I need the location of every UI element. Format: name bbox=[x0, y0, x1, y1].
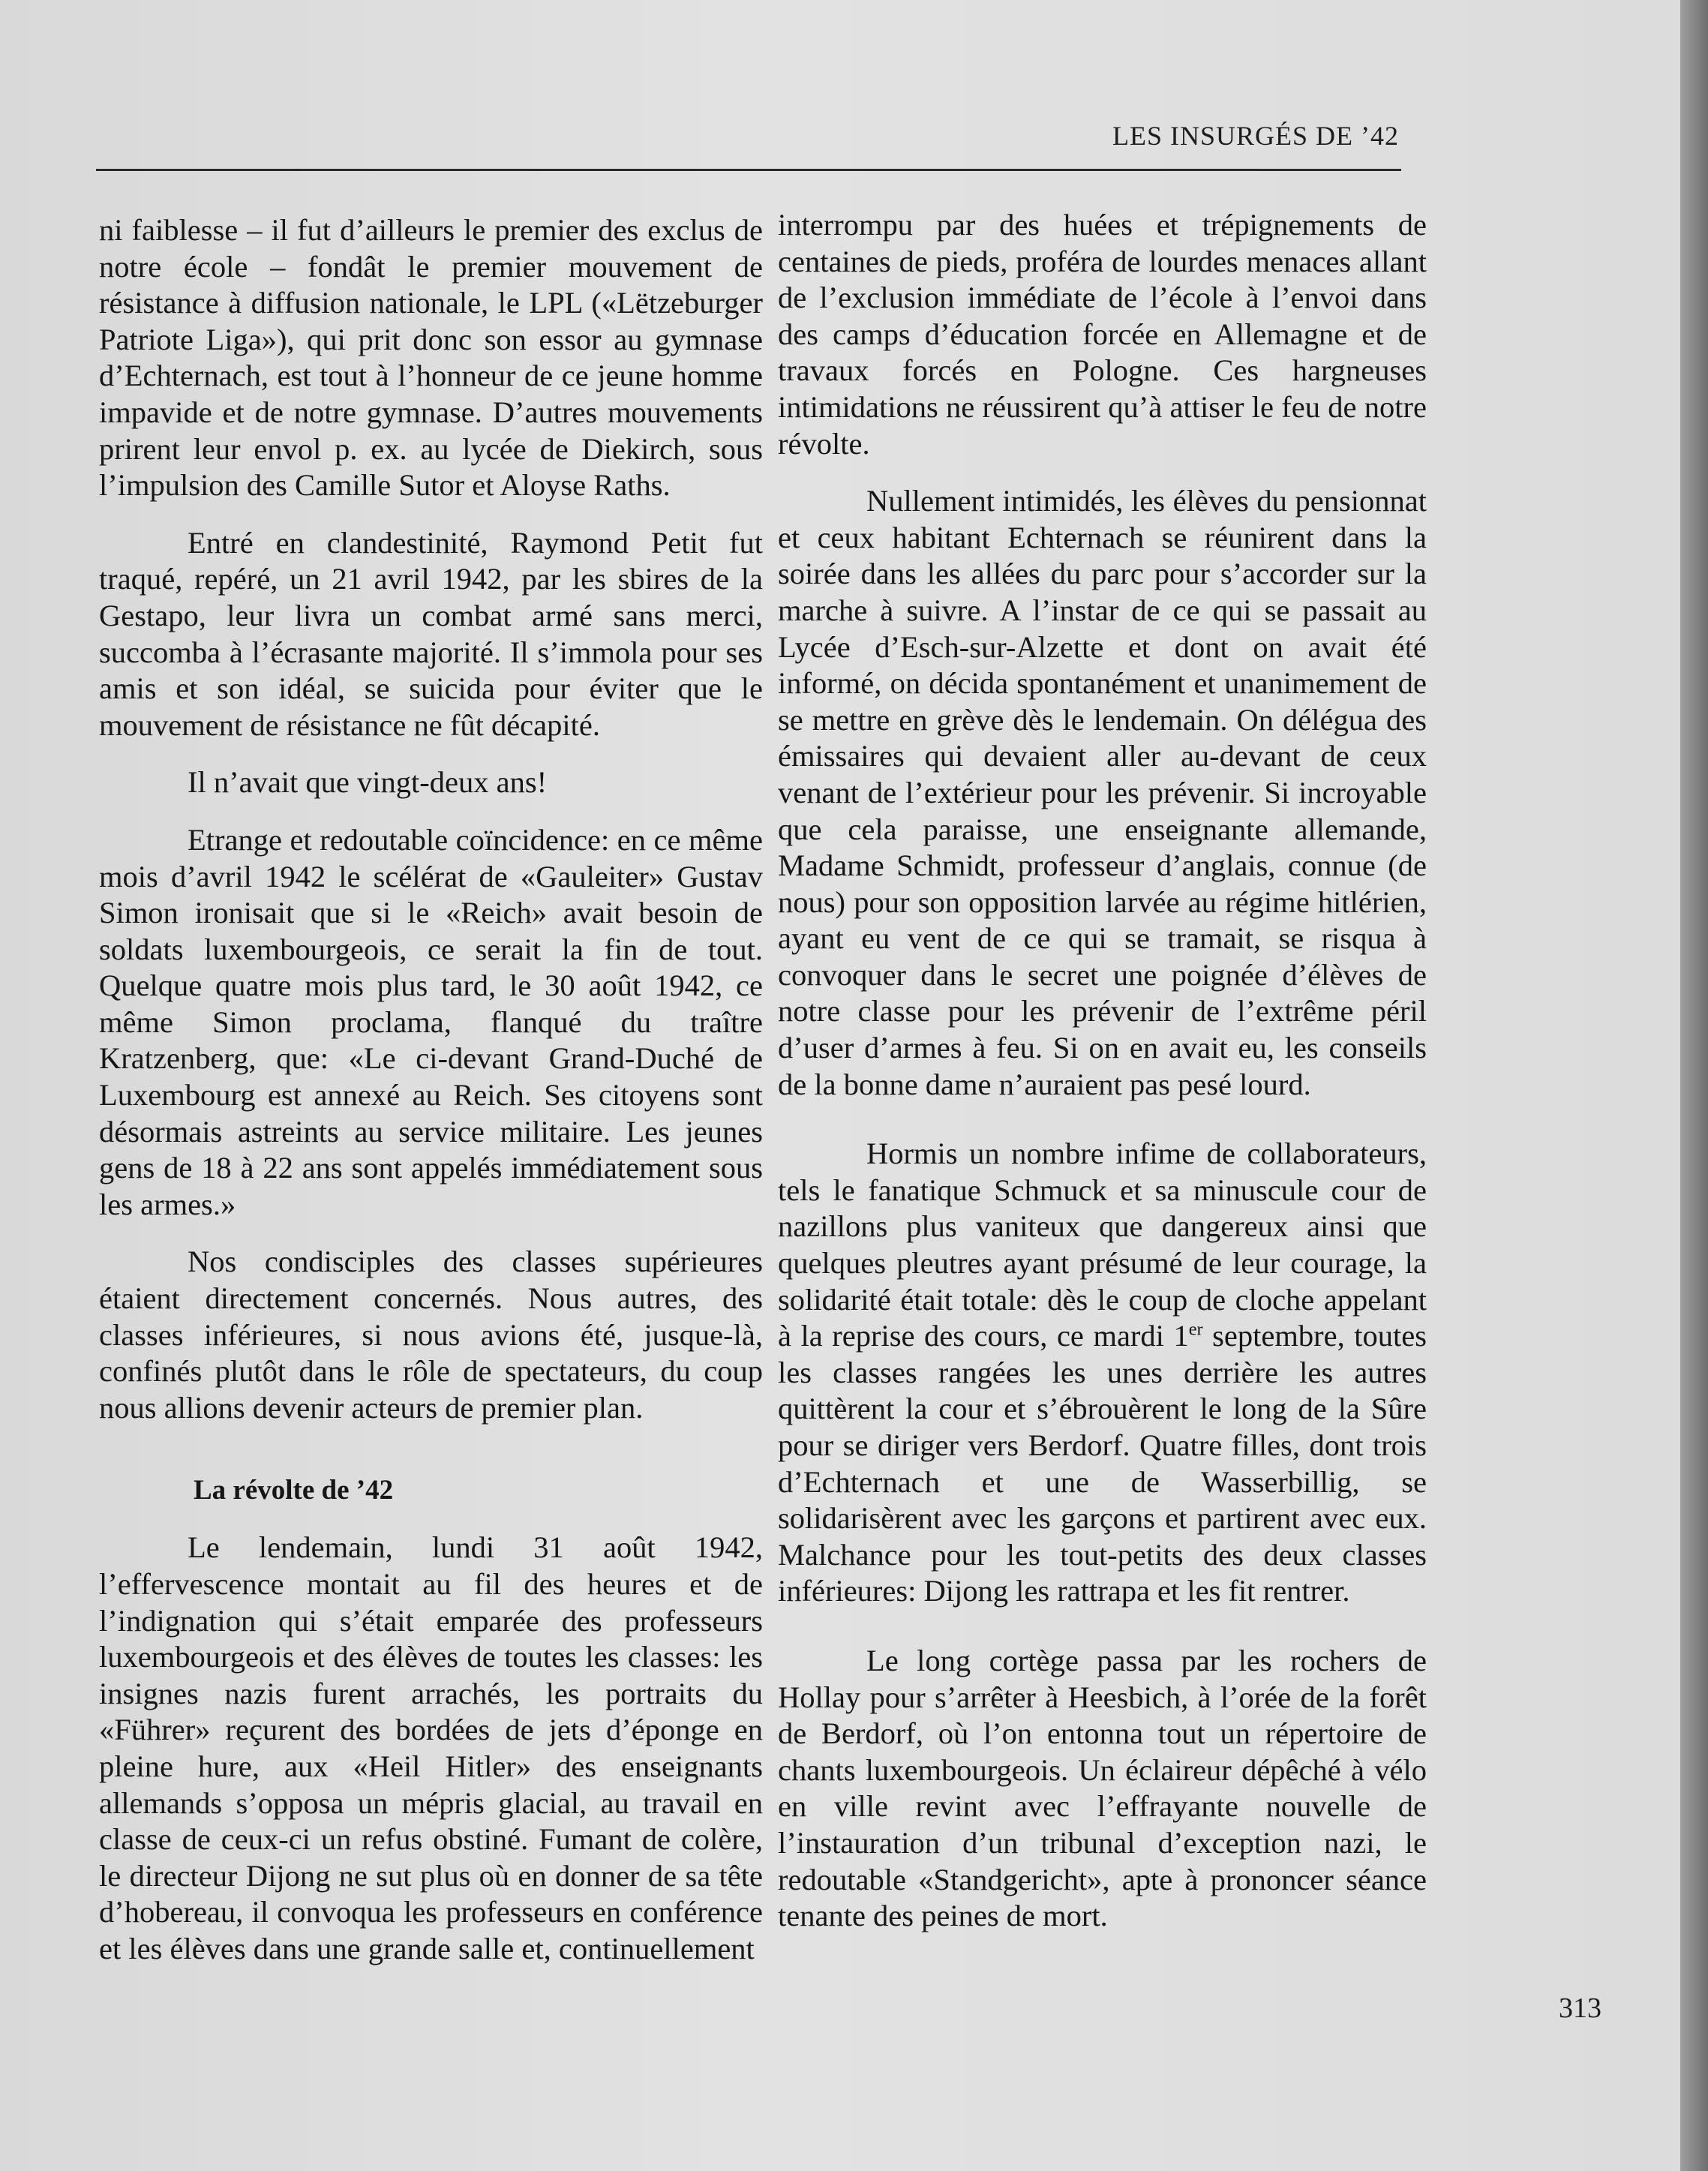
running-head: LES INSURGÉS DE ’42 bbox=[1112, 121, 1399, 151]
left-paragraph-2: Entré en clandestinité, Raymond Petit fut traqué, repéré, un 21 avril 1942, par les sbires de la Gestapo, leur livra un combat armé sans merci, succomba à l’écrasante majorité. Il s’immola pour ses amis et son idéal, se suicida pour éviter que le mouvement de résistance ne fût décapité. bbox=[99, 525, 763, 742]
right-paragraph-1: interrompu par des huées et trépignements de centaines de pieds, proféra de lourdes menaces allant de l’exclusion immédiate de l’école à l’envoi dans des camps d’éducation forcée en Allemagne et de travaux forcés en Pologne. Ces hargneuses intimidations ne réussirent qu’à attiser le feu de notre révolte. bbox=[778, 208, 1427, 461]
right-paragraph-3 bbox=[778, 1136, 1427, 1610]
right-column bbox=[778, 207, 1427, 1935]
left-paragraph-3: Il n’avait que vingt-deux ans! bbox=[188, 765, 548, 800]
right-paragraph-2: Nullement intimidés, les élèves du pensionnat et ceux habitant Echternach se réunirent dans la soirée dans les allées du parc pour s’accorder sur la marche à suivre. A l’instar de ce qui se passait au Lycée d’Esch-sur-Alzette et dont on avait été informé, on décida spontanément et unanimement de se mettre en grève dès le lendemain. On délégua des émissaires qui devaient aller au-devant de ceux venant de l’extérieur pour les prévenir. Si incroyable que cela paraisse, une enseignante allemande, Madame Schmidt, professeur d’anglais, connue (de nous) pour son opposition larvée au régime hitlérien, ayant eu vent de ce qui se tramait, se risqua à convoquer dans le secret une poignée d’élèves de notre classe pour les prévenir de l’extrême péril d’user d’armes à feu. Si on en avait eu, les conseils de la bonne dame n’auraient pas pesé lourd. bbox=[778, 484, 1427, 1101]
header-rule bbox=[96, 169, 1401, 171]
section-heading: La révolte de ’42 bbox=[194, 1475, 394, 1506]
left-column bbox=[99, 212, 763, 1968]
right-paragraph-4: Le long cortège passa par les rochers de Hollay pour s’arrêter à Heesbich, à l’orée de la forêt de Berdorf, où l’on entonna tout un répertoire de chants luxembourgeois. Un éclaireur dépêché à vélo en ville revint avec l’effrayante nouvelle de l’instauration d’un tribunal d’exception nazi, le redoutable «Standgericht», apte à prononcer séance tenante des peines de mort. bbox=[778, 1643, 1427, 1933]
right-paragraph-3-part-b: septembre, toutes les classes rangées les unes derrière les autres quittèrent la cour et s’ébrouèrent le long de la Sûre pour se diriger vers Berdorf. Quatre filles, dont trois d’Echternach et une de Wasserbillig, se solidarisèrent avec les garçons et partirent avec eux. Malchance pour les tout-petits des deux classes inférieures: Dijong les rattrapa et les fit rentrer. bbox=[778, 1319, 1427, 1608]
ordinal-superscript: er bbox=[1188, 1319, 1203, 1340]
book-gutter-edge bbox=[1680, 0, 1708, 2171]
right-paragraph-3-part-a: Hormis un nombre infime de collaborateurs, tels le fanatique Schmuck et sa minuscule cour de nazillons plus vaniteux que dangereux ainsi que quelques pleutres ayant présumé de leur courage, la solidarité était totale: dès le coup de cloche appelant à la reprise des cours, ce mardi 1 bbox=[778, 1137, 1427, 1353]
left-paragraph-6: Le lendemain, lundi 31 août 1942, l’effervescence montait au fil des heures et de l’indignation qui s’était emparée des professeurs luxembourgeois et des élèves de toutes les classes: les insignes nazis furent arrachés, les portraits du «Führer» reçurent des bordées de jets d’éponge en pleine hure, aux «Heil Hitler» des enseignants allemands s’opposa un mépris glacial, au travail en classe de ceux-ci un refus obstiné. Fumant de colère, le directeur Dijong ne sut plus où en donner de sa tête d’hobereau, il convoqua les professeurs en conférence et les élèves dans une grande salle et, continuellement bbox=[99, 1530, 763, 1965]
page-number: 313 bbox=[1559, 1992, 1601, 2024]
left-paragraph-5: Nos condisciples des classes supérieures étaient directement concernés. Nous autres, des classes inférieures, si nous avions été, jusque-là, confinés plutôt dans le rôle de spectateurs, du coup nous allions devenir acteurs de premier plan. bbox=[99, 1245, 763, 1425]
left-paragraph-1: ni faiblesse – il fut d’ailleurs le premier des exclus de notre école – fondât le premier mouvement de résistance à diffusion nationale, le LPL («Lëtzeburger Patriote Liga»), qui prit donc son essor au gymnase d’Echternach, est tout à l’honneur de ce jeune homme impavide et de notre gymnase. D’autres mouvements prirent leur envol p. ex. au lycée de Diekirch, sous l’impulsion des Camille Sutor et Aloyse Raths. bbox=[99, 213, 763, 503]
left-paragraph-4: Etrange et redoutable coïncidence: en ce même mois d’avril 1942 le scélérat de «Gauleiter» Gustav Simon ironisait que si le «Reich» avait besoin de soldats luxembourgeois, ce serait la fin de tout. Quelque quatre mois plus tard, le 30 août 1942, ce même Simon proclama, flanqué du traître Kratzenberg, que: «Le ci-devant Grand-Duché de Luxembourg est annexé au Reich. Ses citoyens sont désormais astreints au service militaire. Les jeunes gens de 18 à 22 ans sont appelés immédiatement sous les armes.» bbox=[99, 822, 763, 1221]
